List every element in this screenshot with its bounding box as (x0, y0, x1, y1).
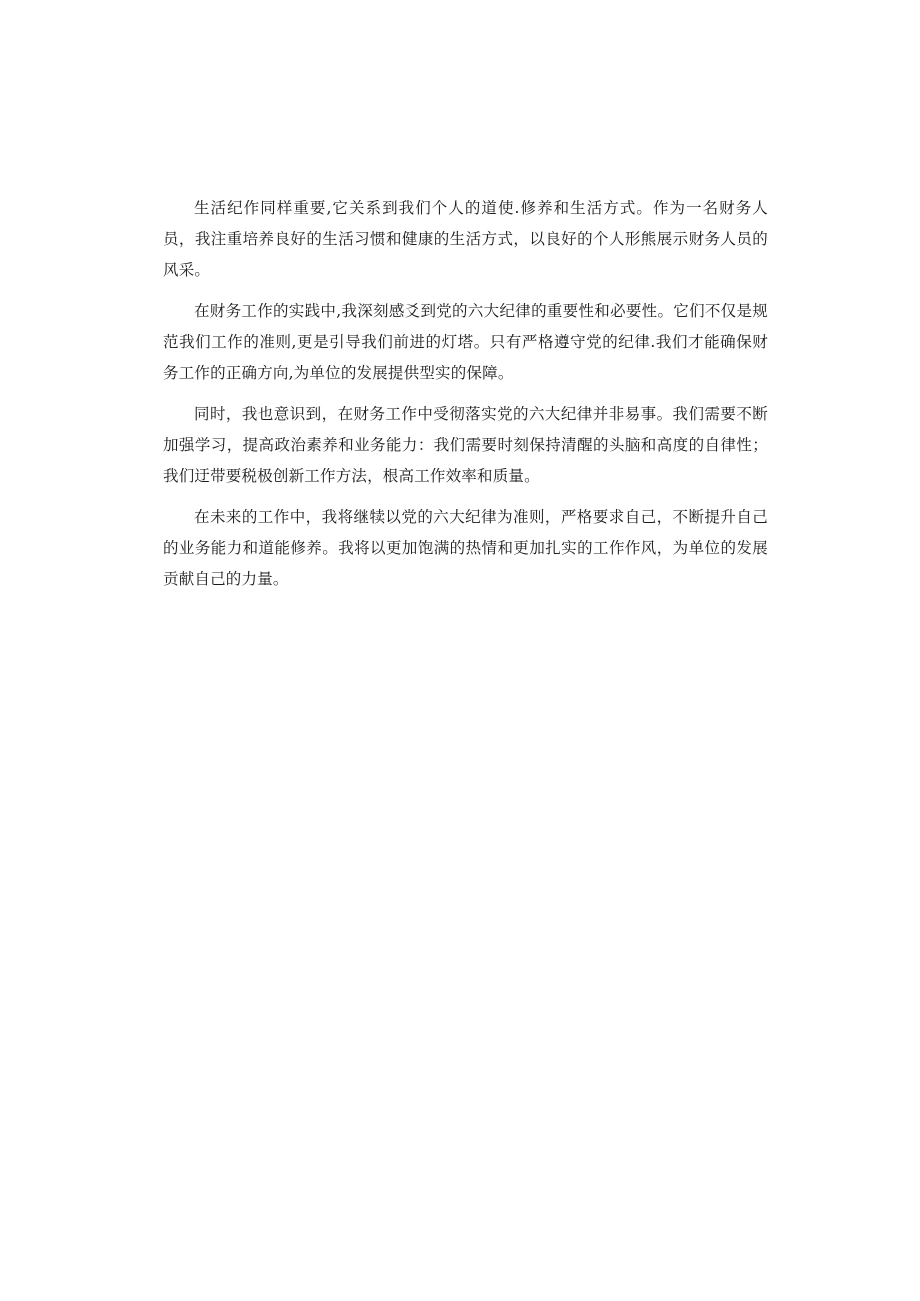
document-body (163, 193, 768, 605)
paragraph-2: 在财务工作的实践中,我深刻感爻到党的六大纪律的重要性和必要性。它们不仅是规范我们工作的准则,更是引导我们前进的灯塔。只有严格遵守党的纪律.我们才能确保财务工作的正确方向,为单位的发展提供型实的保障。 (163, 302, 768, 382)
paragraph-4: 在未来的工作中，我将继犊以党的六大纪律为准则，严格要求自己，不断提升自己的业务能力和道能修养。我将以更加饱满的热情和更加扎实的工作作风，为单位的发展贡献自己的力量。 (163, 508, 768, 588)
paragraph-3: 同时，我也意识到，在财务工作中受彻落实党的六大纪律并非易事。我们需要不断加强学习，提高政治素养和业务能力：我们需要时刻保持清醒的头脑和高度的自律性；我们迂带要税极创新工作方法，根高工作效率和质量。 (163, 405, 768, 485)
paragraph-1: 生活纪作同样重要,它关系到我们个人的道使.修养和生活方式。作为一名财务人员，我注重培养良好的生活习惯和健康的生活方式，以良好的个人形熊展示财务人员的风采。 (163, 199, 768, 279)
